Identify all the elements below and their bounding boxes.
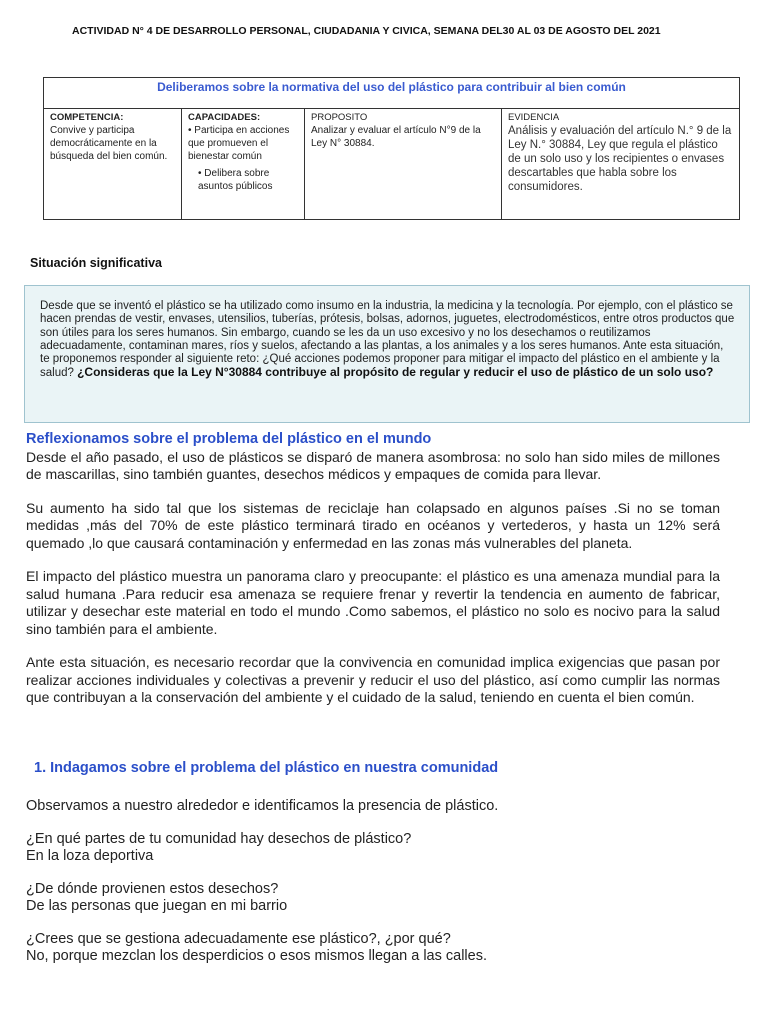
qa-item [26, 881, 726, 915]
answer: En la loza deportiva [26, 848, 154, 864]
list-item: • Participa en acciones que promueven el bienestar común [188, 125, 290, 162]
proposito-cell [305, 109, 502, 219]
paragraph: Desde el año pasado, el uso de plásticos se disparó de manera asombrosa: no solo han sido miles de millones de mascarillas, sino también guantes, desechos médicos y empaques de comida para llevar. [26, 448, 720, 482]
competencia-header: COMPETENCIA: [50, 112, 124, 123]
document-title: ACTIVIDAD N° 4 DE DESARROLLO PERSONAL, CIUDADANIA Y CIVICA, SEMANA DEL30 AL 03 DE AGOSTO DEL 2021 [72, 25, 661, 37]
situacion-text: Desde que se inventó el plástico se ha utilizado como insumo en la industria, la medicina y la tecnología. Por ejemplo, con el plástico se hacen prendas de vestir, envases, utensilios, tuberías, prótesis, bolsas, adornos, juguetes, electrodomésticos, entre otros productos que son útiles para los seres humanos. Sin embargo, cuando se les da un uso excesivo y no los desechamos o reutilizamos adecuadamente, contaminan mares, ríos y suelos, afectando a las plantas, a los animales y a los seres humanos. Ante esta situación, te proponemos responder al siguiente reto: ¿Qué acciones podemos proponer para mitigar el impacto del plástico en el ambiente y la salud? [40, 300, 735, 380]
situacion-box [24, 285, 750, 423]
reflexionamos-section [26, 431, 720, 723]
qa-item [26, 831, 726, 865]
situacion-label: Situación significativa [30, 256, 162, 270]
reflexionamos-title: Reflexionamos sobre el problema del plástico en el mundo [26, 431, 432, 447]
list-item: • Delibera sobre asuntos públicos [198, 168, 273, 192]
question: ¿En qué partes de tu comunidad hay desechos de plástico? [26, 831, 412, 847]
evidencia-header: EVIDENCIA [508, 112, 560, 123]
indagamos-section [26, 798, 726, 981]
paragraph: Ante esta situación, es necesario recordar que la convivencia en comunidad implica exigencias que pasan por realizar acciones individuales y colectivas a prevenir y reducir el uso del plástico, así como cumplir las normas que contribuyan a la conservación del ambiente y el cuidado de la salud, teniendo en cuenta el bien común. [26, 654, 720, 705]
situacion-question: ¿Consideras que la Ley N°30884 contribuye al propósito de regular y reducir el uso de plástico de un solo uso? [77, 365, 714, 380]
qa-item [26, 931, 726, 965]
table-columns [44, 109, 739, 219]
paragraph: Su aumento ha sido tal que los sistemas de reciclaje han colapsado en algunos países .Si no se toman medidas ,más del 70% de este plástico terminará tirado en océanos y vertederos, y hasta un 12% será quemado ,lo que causará contaminación y enfermedad en las zonas más vulnerables del planeta. [26, 499, 720, 551]
table-caption: Deliberamos sobre la normativa del uso del plástico para contribuir al bien común [44, 78, 739, 109]
answer: De las personas que juegan en mi barrio [26, 898, 288, 914]
answer: No, porque mezclan los desperdicios o esos mismos llegan a las calles. [26, 948, 487, 964]
indagamos-title: 1. Indagamos sobre el problema del plástico en nuestra comunidad [34, 760, 499, 776]
capacidades-header: CAPACIDADES: [188, 112, 261, 123]
competencia-body: Convive y participa democráticamente en la búsqueda del bien común. [50, 125, 168, 162]
competencia-cell [44, 109, 182, 219]
proposito-body: Analizar y evaluar el artículo N°9 de la Ley N° 30884. [311, 125, 481, 149]
question: ¿De dónde provienen estos desechos? [26, 881, 279, 897]
capacidades-list [188, 124, 298, 193]
question: ¿Crees que se gestiona adecuadamente ese plástico?, ¿por qué? [26, 931, 451, 947]
evidencia-cell [502, 109, 739, 219]
proposito-header: PROPOSITO [311, 112, 368, 123]
paragraph: El impacto del plástico muestra un panorama claro y preocupante: el plástico es una amenaza mundial para la salud humana .Para reducir esa amenaza se requiere frenar y revertir la tendencia en aumento de fabricar, utilizar y desechar este material en todo el mundo .Como sabemos, el plástico no solo es nocivo para la salud sino también para el ambiente. [26, 568, 720, 637]
capacidades-cell [182, 109, 305, 219]
indagamos-intro: Observamos a nuestro alrededor e identificamos la presencia de plástico. [26, 798, 499, 814]
evidencia-body: Análisis y evaluación del artículo N.° 9 de la Ley N.° 30884, Ley que regula el plástico de un solo uso y los recipientes o envases descartables que habla sobre los consumidores. [508, 125, 732, 193]
activity-table [43, 77, 740, 220]
